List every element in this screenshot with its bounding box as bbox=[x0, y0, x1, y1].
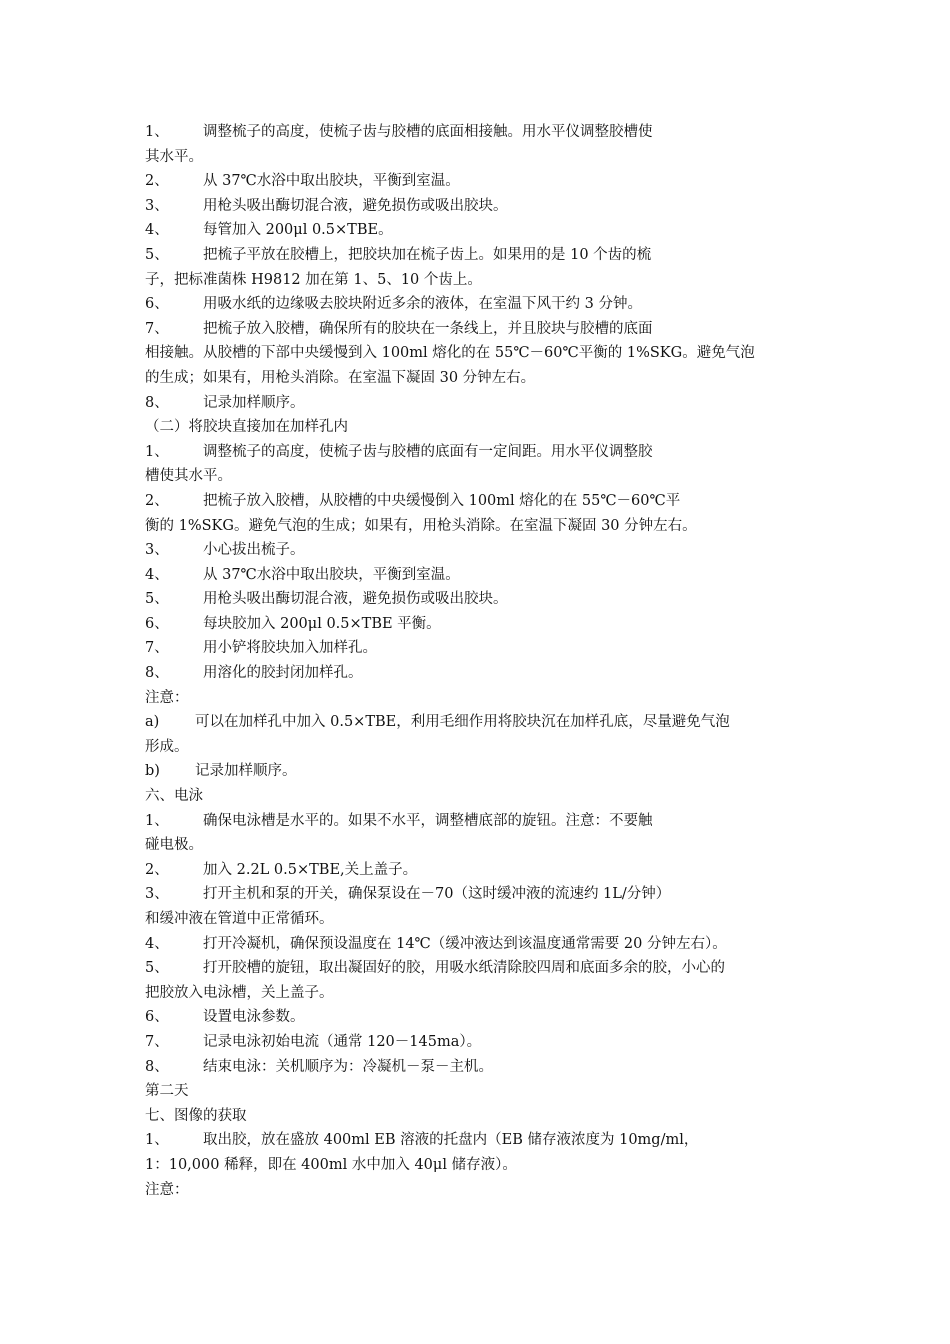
line-text: 打开冷凝机，确保预设温度在 14℃（缓冲液达到该温度通常需要 20 分钟左右）。 bbox=[203, 935, 727, 952]
line-text: 记录加样顺序。 bbox=[195, 763, 297, 780]
item-number: 8、 bbox=[145, 1058, 169, 1075]
item-number: 2、 bbox=[145, 492, 169, 509]
text-line bbox=[145, 612, 815, 637]
text-line bbox=[145, 563, 815, 588]
item-number: 8、 bbox=[145, 665, 169, 682]
line-text: 从 37℃水浴中取出胶块，平衡到室温。 bbox=[203, 173, 460, 190]
item-number: 5、 bbox=[145, 960, 169, 977]
line-text: 衡的 1%SKG。避免气泡的生成；如果有，用枪头消除。在室温下凝固 30 分钟左右。 bbox=[145, 517, 697, 534]
text-line bbox=[145, 243, 815, 268]
line-text: 用小铲将胶块加入加样孔。 bbox=[203, 640, 377, 657]
text-line bbox=[145, 194, 815, 219]
line-text: 相接触。从胶槽的下部中央缓慢到入 100ml 熔化的在 55℃－60℃平衡的 1%SKG。避免气泡 bbox=[145, 345, 755, 362]
text-line bbox=[145, 1030, 815, 1055]
item-number: 4、 bbox=[145, 222, 169, 239]
text-line bbox=[145, 661, 815, 686]
text-line bbox=[145, 341, 815, 366]
line-text: 注意： bbox=[145, 689, 189, 706]
item-number: 5、 bbox=[145, 246, 169, 263]
text-line bbox=[145, 710, 815, 735]
line-text: 取出胶，放在盛放 400ml EB 溶液的托盘内（EB 储存液浓度为 10mg/ml， bbox=[203, 1132, 699, 1149]
line-text: 打开胶槽的旋钮，取出凝固好的胶，用吸水纸清除胶四周和底面多余的胶，小心的 bbox=[203, 960, 725, 977]
text-line bbox=[145, 981, 815, 1006]
line-text: 槽使其水平。 bbox=[145, 468, 232, 485]
item-number: b) bbox=[145, 763, 160, 780]
text-line bbox=[145, 858, 815, 883]
line-text: 第二天 bbox=[145, 1083, 189, 1100]
text-line bbox=[145, 440, 815, 465]
text-line bbox=[145, 489, 815, 514]
line-text: 加入 2.2L 0.5×TBE,关上盖子。 bbox=[203, 861, 418, 878]
line-text: 用枪头吸出酶切混合液，避免损伤或吸出胶块。 bbox=[203, 591, 508, 608]
item-number: 1、 bbox=[145, 443, 169, 460]
line-text: 结束电泳：关机顺序为：冷凝机－泵－主机。 bbox=[203, 1058, 493, 1075]
text-line bbox=[145, 514, 815, 539]
text-line bbox=[145, 1005, 815, 1030]
text-line bbox=[145, 956, 815, 981]
line-text: 打开主机和泵的开关，确保泵设在－70（这时缓冲液的流速约 1L/分钟） bbox=[203, 886, 671, 903]
item-number: 6、 bbox=[145, 615, 169, 632]
text-line bbox=[145, 415, 815, 440]
text-line bbox=[145, 686, 815, 711]
item-number: 7、 bbox=[145, 1033, 169, 1050]
line-text: 每块胶加入 200μl 0.5×TBE 平衡。 bbox=[203, 615, 441, 632]
text-line bbox=[145, 809, 815, 834]
text-line bbox=[145, 464, 815, 489]
line-text: 用溶化的胶封闭加样孔。 bbox=[203, 665, 363, 682]
text-line bbox=[145, 169, 815, 194]
item-number: 3、 bbox=[145, 197, 169, 214]
text-line bbox=[145, 636, 815, 661]
line-text: 注意： bbox=[145, 1181, 189, 1198]
text-line bbox=[145, 120, 815, 145]
item-number: 5、 bbox=[145, 591, 169, 608]
line-text: 记录电泳初始电流（通常 120－145ma）。 bbox=[203, 1033, 482, 1050]
item-number: 2、 bbox=[145, 861, 169, 878]
text-line bbox=[145, 218, 815, 243]
text-line bbox=[145, 317, 815, 342]
text-line bbox=[145, 784, 815, 809]
item-number: 6、 bbox=[145, 296, 169, 313]
text-line bbox=[145, 1153, 815, 1178]
line-text: 的生成；如果有，用枪头消除。在室温下凝固 30 分钟左右。 bbox=[145, 369, 536, 386]
line-text: 从 37℃水浴中取出胶块，平衡到室温。 bbox=[203, 566, 460, 583]
line-text: 把梳子放入胶槽，从胶槽的中央缓慢倒入 100ml 熔化的在 55℃－60℃平 bbox=[203, 492, 681, 509]
line-text: 小心拔出梳子。 bbox=[203, 542, 305, 559]
line-text: 其水平。 bbox=[145, 148, 203, 165]
text-line bbox=[145, 932, 815, 957]
line-text: 把胶放入电泳槽，关上盖子。 bbox=[145, 984, 334, 1001]
line-text: 形成。 bbox=[145, 738, 189, 755]
item-number: a) bbox=[145, 714, 160, 731]
line-text: 把梳子放入胶槽，确保所有的胶块在一条线上，并且胶块与胶槽的底面 bbox=[203, 320, 653, 337]
text-line bbox=[145, 292, 815, 317]
line-text: 七、图像的获取 bbox=[145, 1107, 247, 1124]
line-text: 用吸水纸的边缘吸去胶块附近多余的液体，在室温下风干约 3 分钟。 bbox=[203, 296, 642, 313]
item-number: 2、 bbox=[145, 173, 169, 190]
line-text: 可以在加样孔中加入 0.5×TBE，利用毛细作用将胶块沉在加样孔底，尽量避免气泡 bbox=[195, 714, 730, 731]
text-line bbox=[145, 145, 815, 170]
line-text: 六、电泳 bbox=[145, 788, 203, 805]
text-line bbox=[145, 907, 815, 932]
item-number: 8、 bbox=[145, 394, 169, 411]
item-number: 4、 bbox=[145, 566, 169, 583]
text-line bbox=[145, 735, 815, 760]
line-text: 和缓冲液在管道中正常循环。 bbox=[145, 911, 334, 927]
item-number: 3、 bbox=[145, 542, 169, 559]
text-line bbox=[145, 1079, 815, 1104]
text-line bbox=[145, 366, 815, 391]
line-text: 把梳子平放在胶槽上，把胶块加在梳子齿上。如果用的是 10 个齿的梳 bbox=[203, 246, 652, 263]
item-number: 7、 bbox=[145, 320, 169, 337]
line-text: （二）将胶块直接加在加样孔内 bbox=[145, 419, 348, 436]
text-line bbox=[145, 1104, 815, 1129]
text-line bbox=[145, 391, 815, 416]
line-text: 每管加入 200μl 0.5×TBE。 bbox=[203, 222, 393, 239]
document-page bbox=[145, 120, 815, 1202]
line-text: 1：10,000 稀释，即在 400ml 水中加入 40μl 储存液）。 bbox=[145, 1156, 517, 1173]
item-number: 1、 bbox=[145, 124, 169, 140]
item-number: 6、 bbox=[145, 1009, 169, 1026]
text-line bbox=[145, 538, 815, 563]
item-number: 7、 bbox=[145, 640, 169, 657]
line-text: 设置电泳参数。 bbox=[203, 1009, 305, 1026]
text-line bbox=[145, 1178, 815, 1203]
item-number: 3、 bbox=[145, 886, 169, 903]
line-text: 调整梳子的高度，使梳子齿与胶槽的底面有一定间距。用水平仪调整胶 bbox=[203, 443, 653, 460]
line-text: 用枪头吸出酶切混合液，避免损伤或吸出胶块。 bbox=[203, 197, 508, 214]
text-line bbox=[145, 759, 815, 784]
line-text: 确保电泳槽是水平的。如果不水平，调整槽底部的旋钮。注意：不要触 bbox=[203, 812, 653, 829]
text-line bbox=[145, 1055, 815, 1080]
text-line bbox=[145, 587, 815, 612]
item-number: 4、 bbox=[145, 935, 169, 952]
line-text: 调整梳子的高度，使梳子齿与胶槽的底面相接触。用水平仪调整胶槽使 bbox=[203, 124, 653, 140]
text-line bbox=[145, 833, 815, 858]
item-number: 1、 bbox=[145, 812, 169, 829]
line-text: 记录加样顺序。 bbox=[203, 394, 305, 411]
line-text: 子，把标准菌株 H9812 加在第 1、5、10 个齿上。 bbox=[145, 271, 482, 288]
text-line bbox=[145, 882, 815, 907]
text-line bbox=[145, 1128, 815, 1153]
item-number: 1、 bbox=[145, 1132, 169, 1149]
line-text: 碰电极。 bbox=[145, 837, 203, 854]
text-line bbox=[145, 268, 815, 293]
